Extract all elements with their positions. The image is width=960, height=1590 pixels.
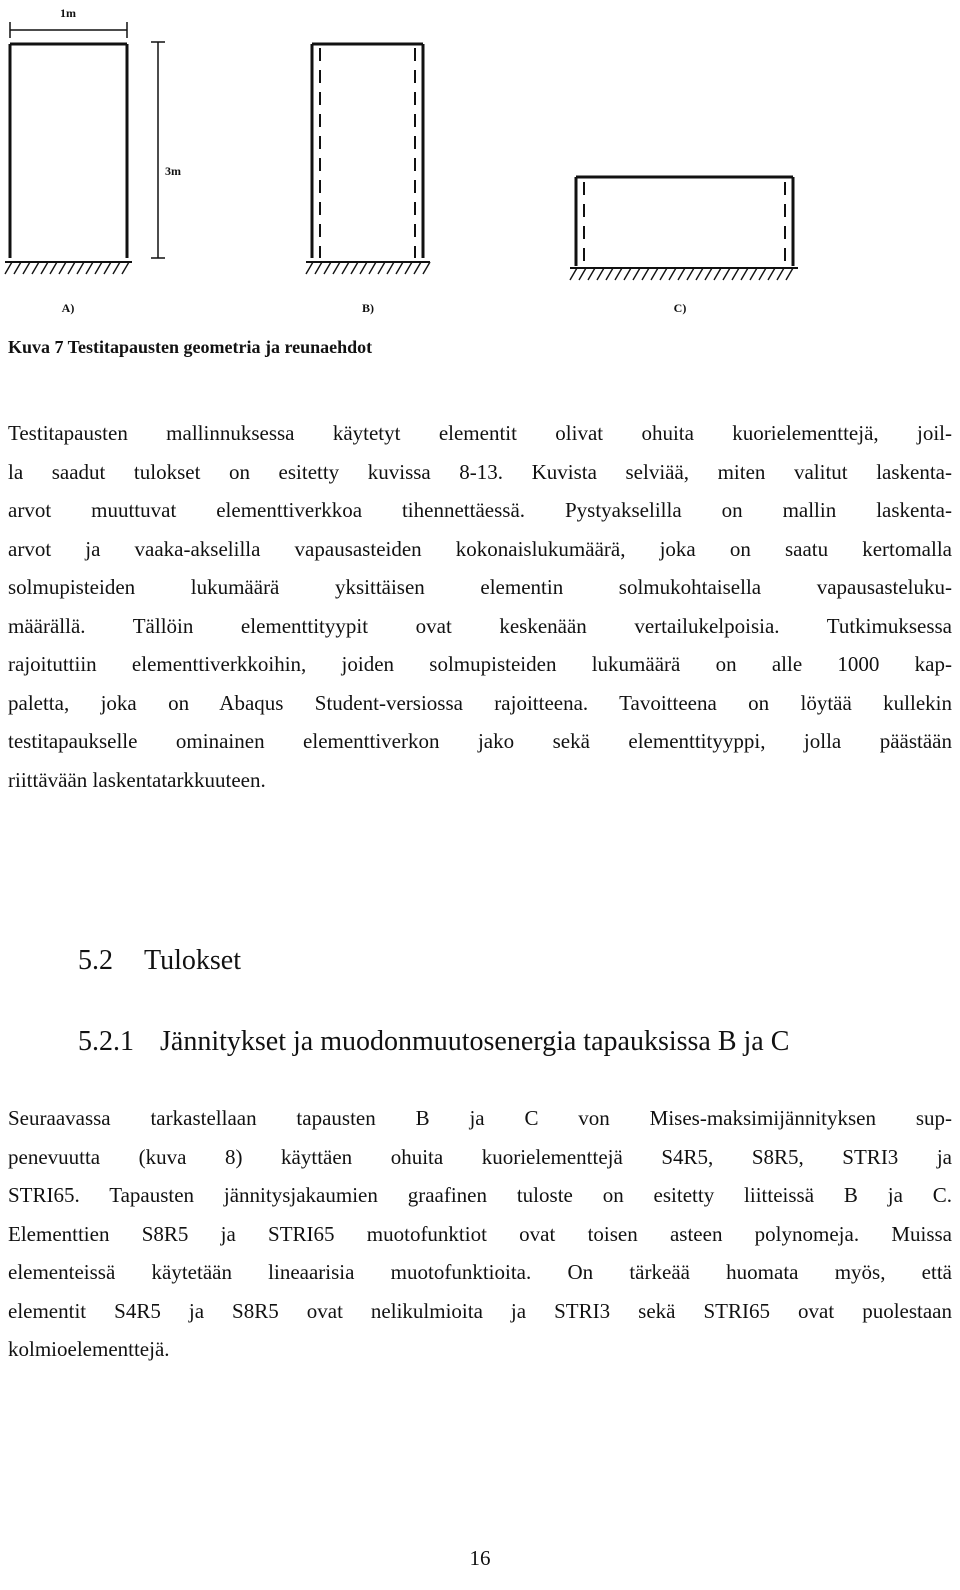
case-b-hatch bbox=[306, 262, 430, 274]
case-a-label: A) bbox=[61, 301, 75, 315]
paragraph-line: kolmioelementtejä. bbox=[8, 1337, 170, 1361]
dimension-width bbox=[10, 22, 127, 38]
paragraph-line: la saadut tulokset on esitetty kuvissa 8-13. Kuvista selviää, miten valitut laskenta- bbox=[8, 459, 952, 484]
case-c-shape bbox=[576, 177, 793, 266]
paragraph-1 bbox=[8, 414, 952, 799]
paragraph-line: rajoituttiin elementtiverkkoihin, joiden solmupisteiden lukumäärä on alle 1000 kap- bbox=[8, 652, 952, 676]
dimension-height-label: 3m bbox=[165, 164, 181, 178]
paragraph-line: penevuutta (kuva 8) käyttäen ohuita kuorielementtejä S4R5, S8R5, STRI3 ja bbox=[8, 1144, 952, 1169]
paragraph-line: STRI65. Tapausten jännitysjakaumien graafinen tuloste on esitetty liitteissä B ja C. bbox=[8, 1183, 952, 1207]
figure-caption: Kuva 7 Testitapausten geometria ja reunaehdot bbox=[8, 337, 373, 357]
paragraph-line: määrällä. Tällöin elementtityypit ovat keskenään vertailukelpoisia. Tutkimuksessa bbox=[8, 613, 952, 638]
dimension-width-label: 1m bbox=[60, 6, 76, 20]
case-b-shape bbox=[312, 44, 423, 258]
paragraph-line: elementit S4R5 ja S8R5 ovat nelikulmioita ja STRI3 sekä STRI65 ovat puolestaan bbox=[8, 1298, 952, 1323]
paragraph-line: solmupisteiden lukumäärä yksittäisen elementin solmukohtaisella vapausasteluku- bbox=[8, 575, 952, 599]
paragraph-2 bbox=[8, 1099, 952, 1369]
page-number: 16 bbox=[469, 1546, 491, 1570]
paragraph-line: Elementtien S8R5 ja STRI65 muotofunktiot ovat toisen asteen polynomeja. Muissa bbox=[8, 1221, 952, 1246]
section-number: 5.2 bbox=[78, 945, 113, 976]
geometry-figure bbox=[0, 0, 960, 330]
case-c-hatch bbox=[570, 268, 793, 280]
paragraph-line: paletta, joka on Abaqus Student-versiossa rajoitteena. Tavoitteena on löytää kullekin bbox=[8, 690, 952, 715]
paragraph-line: Seuraavassa tarkastellaan tapausten B ja C von Mises-maksimijännityksen sup- bbox=[8, 1106, 952, 1130]
paragraph-line: arvot muuttuvat elementtiverkkoa tihennettäessä. Pystyakselilla on mallin laskenta- bbox=[8, 498, 952, 522]
section-title: Tulokset bbox=[144, 945, 242, 976]
paragraph-line: Testitapausten mallinnuksessa käytetyt elementit olivat ohuita kuorielementtejä, joil- bbox=[8, 421, 952, 445]
case-a-hatch bbox=[5, 262, 129, 274]
subsection-number: 5.2.1 bbox=[78, 1026, 134, 1057]
paragraph-line: riittävään laskentatarkkuuteen. bbox=[8, 767, 266, 792]
subsection-title: Jännitykset ja muodonmuutosenergia tapauksissa B ja C bbox=[160, 1026, 790, 1057]
case-c-label: C) bbox=[673, 301, 687, 315]
paragraph-line: elementeissä käytetään lineaarisia muotofunktioita. On tärkeää huomata myös, että bbox=[8, 1260, 952, 1284]
paragraph-line: testitapaukselle ominainen elementtiverkon jako sekä elementtityyppi, jolla päästään bbox=[8, 729, 952, 753]
dimension-height bbox=[151, 42, 165, 258]
case-b-label: B) bbox=[362, 301, 374, 315]
case-a-shape bbox=[10, 44, 127, 258]
paragraph-line: arvot ja vaaka-akselilla vapausasteiden kokonaislukumäärä, joka on saatu kertomalla bbox=[8, 536, 952, 561]
